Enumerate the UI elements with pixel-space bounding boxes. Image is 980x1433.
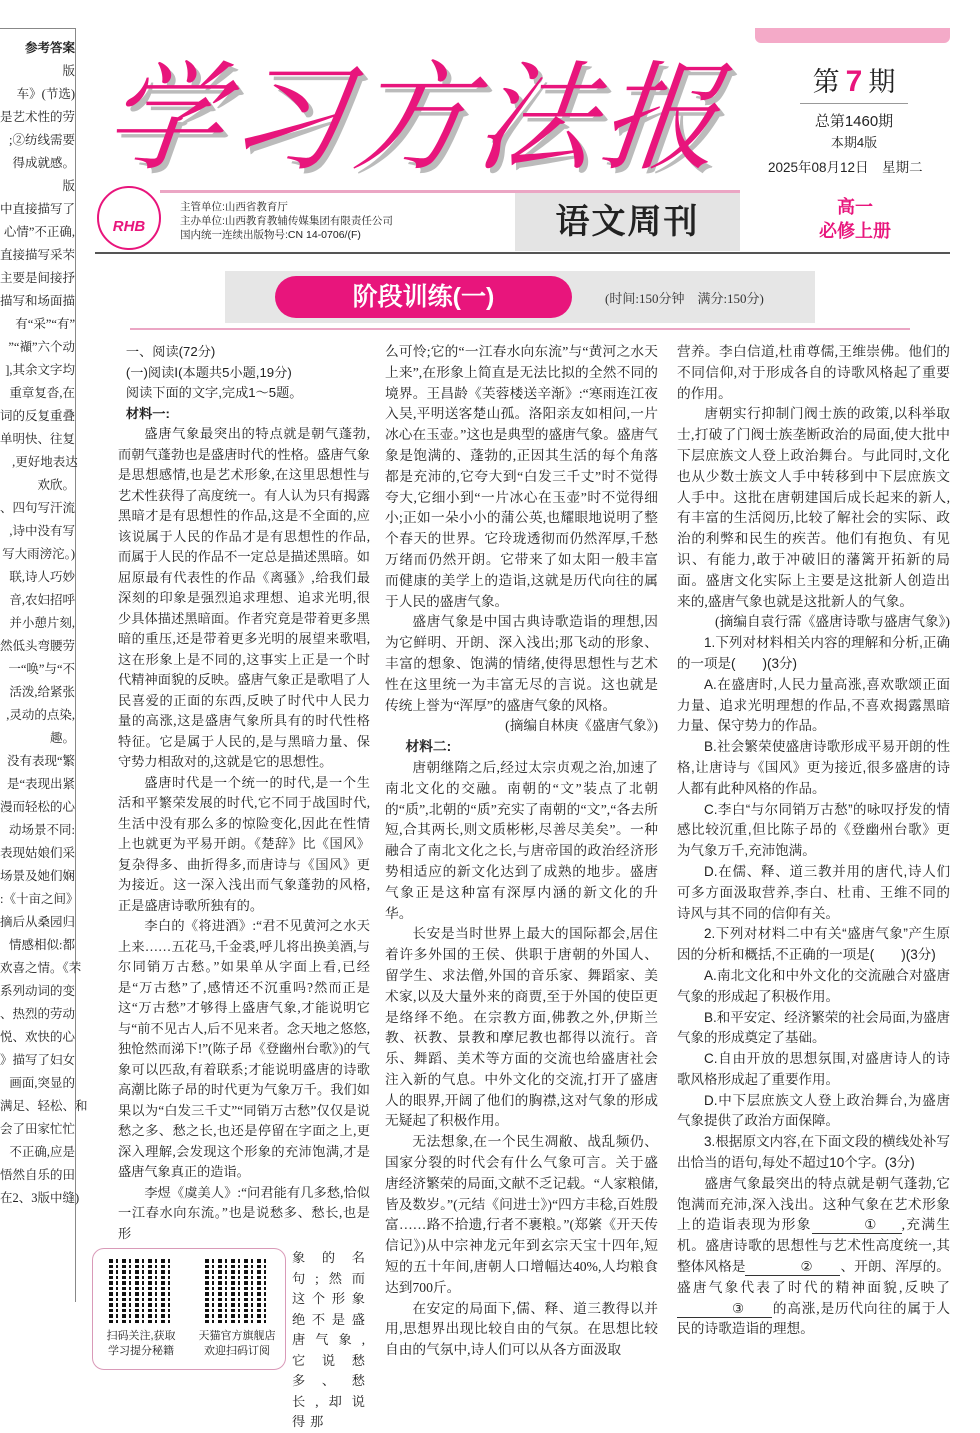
qr-code-icon[interactable] <box>205 1259 269 1323</box>
question-3-stem: 3.根据原文内容,在下面文段的横线处补写出恰当的语句,每处不超过10个字。(3分) <box>677 1134 950 1171</box>
sidebar-line: 会了田家忙忙 <box>0 1122 76 1136</box>
sidebar-line: 动场景不同: <box>9 823 75 837</box>
exam-time-info: (时间:150分钟 满分:150分) <box>605 291 764 306</box>
sidebar-line: 写大雨滂沱。) <box>2 547 75 561</box>
qr-row <box>92 1248 370 1433</box>
cn-number: 国内统一连续出版物号:CN 14-0706/(F) <box>180 229 361 241</box>
question-1-stem: 1.下列对材料相关内容的理解和分析,正确的一项是( )(3分) <box>677 635 950 671</box>
passage-text: 盛唐气象最突出的特点就是朝气蓬勃,它饱满而充沛,深入浅出。这种气象在艺术形象上的造诣表现为形象 <box>677 1175 950 1233</box>
sidebar-line: ”“襭”六个动 <box>8 340 75 354</box>
decorative-pink-bar <box>755 28 950 43</box>
sidebar-line: 摘后从桑园归 <box>0 915 76 929</box>
question-3-passage <box>677 1174 950 1340</box>
question-2-option-d: D.中下层庶族文人登上政治舞台,为盛唐气象提供了政治方面保障。 <box>677 1092 950 1129</box>
sidebar-line: 版 <box>62 179 75 193</box>
volume: 必修上册 <box>819 221 891 241</box>
sidebar-line: 一“唤”与“不 <box>8 662 75 676</box>
qr-caption: 天猫官方旗舰店 <box>198 1330 276 1342</box>
sidebar-line: ;②纺线需要 <box>9 133 75 147</box>
section-heading: 一、阅读(72分) <box>125 344 216 359</box>
sidebar-line: ,诗中没有写 <box>9 524 75 538</box>
sidebar-line: 是艺术性的劳 <box>0 110 76 124</box>
sidebar-line: 音,农妇招呼 <box>9 593 75 607</box>
total-issue: 总第1460期 <box>814 113 894 130</box>
paragraph: 唐朝实行抑制门阀士族的政策,以科举取士,打破了门阀士族垄断政治的局面,使大批中下层庶族文人登上政治舞台。与此同时,文化也从少数士族文人手中转移到中下层庶族文人手中。这批在唐朝建国后成长起来的新人,有丰富的生活阅历,比较了解社会的实际、政治的利弊和民生的疾苦。他们有抱负、有见识、有能力,敢于冲破旧的藩篱开拓新的局面。盛唐文化实际上主要是这批新人创造出来的,盛唐气象也就是这批新人的气象。 <box>677 406 950 609</box>
sidebar-line: 词的反复重叠 <box>0 409 76 423</box>
sidebar-line: 趣。 <box>49 731 75 745</box>
sidebar-line: 画面,突显的 <box>9 1076 75 1090</box>
sidebar-line: ,灵动的点染, <box>6 708 75 722</box>
qr-caption: 欢迎扫码订阅 <box>204 1345 270 1357</box>
sidebar-line: 欢欣。 <box>37 478 75 492</box>
paragraph: 盛唐气象最突出的特点就是朝气蓬勃,而朝气蓬勃也是盛唐时代的性格。盛唐气象是思想感情,也是艺术形象,在这里思想性与艺术性获得了高度统一。有人认为只有揭露黑暗才是有思想性的作品,这是不全面的,应该说属于人民的作品才是有思想性的作品,而属于人民的作品不一定总是描述黑暗。如屈原最有代表性的作品《离骚》,给我们最深刻的印象是强烈追求理想、追求光明,很少具体描述黑暗面。作者究竟是带着更多黑暗的重压,还是带着更多光明的展望来歌唱,这在形象上是不同的,这事实上正是一个时代精神面貌的反映。盛唐气象正是歌唱了人民喜爱的正面的东西,反映了时代中人民力量的高涨,这是盛唐气象所具有的时代性格特征。它是属于人民的,是与黑暗力量、保守势力相敌对的,这就是它的思想性。 <box>118 426 370 769</box>
sidebar-line: 在2、3版中缝) <box>0 1191 80 1205</box>
publisher-logo <box>97 186 161 250</box>
sidebar-line: 得成就感。 <box>12 156 75 170</box>
paragraph-continued: 象的名句;然而这个形象绝不是盛唐气象,它说愁多、愁长,却说得那 <box>292 1250 370 1429</box>
issue-number <box>800 60 908 104</box>
blank-3[interactable]: ③ <box>677 1300 772 1318</box>
qr-code-icon[interactable] <box>109 1259 173 1323</box>
sidebar-line: 、四句写汗流 <box>0 501 76 515</box>
sidebar-line: 没有表现“繁 <box>6 754 75 768</box>
subsection-heading: (一)阅读Ⅰ(本题共5小题,19分) <box>125 364 292 380</box>
sidebar-line: 满足、轻松、和 <box>0 1099 88 1113</box>
banner-divider <box>130 328 910 330</box>
material-1-label: 材料一: <box>125 405 170 421</box>
sidebar-line: 直接描写采芣 <box>0 248 76 262</box>
question-2-option-c: C.自由开放的思想氛围,对盛唐诗人的诗歌风格形成起了重要作用。 <box>677 1051 950 1087</box>
qr-caption: 扫码关注,获取 <box>106 1330 176 1342</box>
sidebar-line: 是“表现出紧 <box>6 777 75 791</box>
sidebar-line: 车》(节选) <box>16 87 75 101</box>
sidebar-line: 单明快、往复 <box>0 432 76 446</box>
sidebar-line: 有“采”“有” <box>15 317 75 331</box>
qr-caption: 学习提分秘籍 <box>108 1345 174 1357</box>
sidebar-line: 场景及她们娴 <box>0 869 76 883</box>
publisher-info <box>180 200 393 242</box>
sidebar-line: 欢喜之情。《芣 <box>0 961 82 975</box>
previous-answers-sidebar <box>0 28 88 1302</box>
sidebar-line: 然低头弯腰劳 <box>0 639 76 653</box>
column-1 <box>106 342 370 1433</box>
question-1-option-c: C.李白“与尔同销万古愁”的咏叹抒发的情感比较沉重,但比陈子昂的《登幽州台歌》更为气象万千,充沛饱满。 <box>677 801 950 859</box>
sidebar-line: 系列动词的变 <box>0 984 76 998</box>
sidebar-line: 情感相似:都 <box>9 938 75 952</box>
grade-label <box>800 195 910 243</box>
question-2-option-a: A.南北文化和中外文化的交流融合对盛唐气象的形成起了积极作用。 <box>677 967 950 1004</box>
sidebar-line: 参考答案 <box>24 41 75 55</box>
column-3 <box>677 342 950 1340</box>
issue-suffix: 期 <box>868 67 896 97</box>
sidebar-line: 活泼,给紧张 <box>9 685 75 699</box>
issue-number-value: 7 <box>845 65 863 98</box>
material-2-label: 材料二: <box>405 739 452 755</box>
header-rule <box>95 252 950 254</box>
paragraph: 在安定的局面下,儒、释、道三教得以并用,思想界出现比较自由的气氛。在思想比较自由的气氛中,诗人们可以从各方面汲取 <box>385 1300 658 1358</box>
page-count: 本期4版 <box>830 135 878 150</box>
blank-2[interactable]: ② <box>745 1258 840 1276</box>
qr-code-box <box>92 1248 286 1370</box>
question-2-stem: 2.下列对材料二中有关“盛唐气象”产生原因的分析和概括,不正确的一项是( )(3分) <box>677 926 950 963</box>
paragraph: 长安是当时世界上最大的国际都会,居住着许多外国的王侯、供职于唐朝的外国人、留学生、求法僧,外国的音乐家、舞蹈家、美术家,以及大量外来的商贾,至于外国的使臣更是络绎不绝。在宗教方面,佛教之外,伊斯兰教、祆教、景教和摩尼教也都得以流行。音乐、舞蹈、美术等方面的交流也给盛唐社会注入新的气息。中外文化的交流,打开了盛唐人的眼界,开阔了他们的胸襟,这对气象的形成无疑起了积极作用。 <box>385 926 658 1129</box>
sidebar-line: 重章复沓,在 <box>9 386 75 400</box>
sidebar-line: 心情”不正确, <box>3 225 75 239</box>
supervisor-text: 主管单位:山西省教育厅 <box>180 201 288 213</box>
sidebar-line: 、热烈的劳动 <box>0 1007 76 1021</box>
issue-prefix: 第 <box>812 67 840 97</box>
passage-text: 、开朗、浑厚的。盛唐气象代表了时代的精神面貌,反映了 <box>677 1259 950 1295</box>
paragraph: 李煜《虞美人》:“问君能有几多愁,恰似一江春水向东流。”也是说愁多、愁长,也是形 <box>118 1184 370 1241</box>
sidebar-line: 并小憩片刻, <box>9 616 75 630</box>
paragraph: 唐朝继隋之后,经过太宗贞观之治,加速了南北文化的交融。南朝的“文”装点了北朝的“质”,北朝的“质”充实了南朝的“文”,“各去所短,合其两长,则文质彬彬,尽善尽美矣”。一种融合了南北文化之长,与唐帝国的政治经济形势相适应的新文化达到了成熟的地步。盛唐气象正是这种富有深厚内涵的新文化的升华。 <box>385 759 658 921</box>
passage-text: ,充满生机。盛唐诗歌的思想性与艺术性高度统一,其整体风格是 <box>677 1217 950 1275</box>
publish-date: 2025年08月12日 星期二 <box>768 160 923 175</box>
sidebar-line: 》描写了妇女 <box>0 1053 76 1067</box>
blank-1[interactable]: ① <box>812 1216 902 1234</box>
source-citation: (摘编自林庚《盛唐气象》) <box>505 718 658 734</box>
sidebar-line: 主要是间接抒 <box>0 271 76 285</box>
sidebar-line: 悟然自乐的田 <box>0 1168 76 1182</box>
column-2 <box>385 342 658 1361</box>
paragraph: 李白的《将进酒》:“君不见黄河之水天上来……五花马,千金裘,呼儿将出换美酒,与尔同销万古愁。”如果单从字面上看,已经是“万古愁”了,感情还不沉重吗?然而正是这“万古愁”才够得上盛唐气象,才能说明它与“前不见古人,后不见来者。念天地之悠悠,独怆然而涕下!”(陈子昂《登幽州台歌》)的气象可以匹敌,有着联系;才能说明盛唐的诗歌高潮比陈子昂的时代更为气象万千。我们如果以为“白发三千丈”“同销万古愁”仅仅是说愁之多、愁之长,也还是停留在字面之上,更深入理解,会发现这个形象的充沛饱满,才是盛唐气象真正的造诣。 <box>118 918 370 1179</box>
newspaper-title: 学习方法报 <box>98 54 732 185</box>
sidebar-line: 中直接描写了 <box>0 202 76 216</box>
sidebar-line: :《十亩之间》 <box>0 892 79 906</box>
section-name: 语文周刊 <box>515 193 740 251</box>
sidebar-line: ﾠ,更好地表达 <box>0 455 78 469</box>
paragraph: 盛唐气象是中国古典诗歌造诣的理想,因为它鲜明、开朗、深入浅出;那飞动的形象、丰富的想象、饱满的情绪,使得思想性与艺术性在这里统一为丰富无尽的言说。这也就是传统上誉为“浑厚”的盛唐气象的风格。 <box>385 614 658 713</box>
logo-mark: RHB <box>112 218 146 235</box>
paragraph: 么可怜;它的“一江春水向东流”与“黄河之水天上来”,在形象上简直是无法比拟的全然不同的境界。王昌龄《芙蓉楼送辛渐》:“寒雨连江夜入吴,平明送客楚山孤。洛阳亲友如相问,一片冰心在玉壶。”这也是典型的盛唐气象。盛唐气象是饱满的、蓬勃的,正因其生活的每个角落都是充沛的,它夸大到“白发三千丈”时不觉得夸大,它细小到“一片冰心在玉壶”时不觉得细小;正如一朵小小的蒲公英,也耀眼地说明了整个春天的世界。它玲珑透彻而仍然浑厚,千愁万绪而仍然开朗。它带来了如太阳一般丰富而健康的美学上的造诣,这就是历代向往的属于人民的盛唐气象。 <box>385 344 658 609</box>
sidebar-line: ],其余文字均 <box>5 363 75 377</box>
grade: 高一 <box>837 197 873 217</box>
question-2-option-b: B.和平安定、经济繁荣的社会局面,为盛唐气象的形成奠定了基础。 <box>677 1009 951 1046</box>
question-1-option-b: B.社会繁荣使盛唐诗歌形成平易开朗的性格,让唐诗与《国风》更为接近,很多盛唐的诗人都有此种风格的作品。 <box>677 739 950 796</box>
sidebar-line: 悦、欢快的心 <box>0 1030 76 1044</box>
paragraph: 无法想象,在一个民生凋敝、战乱频仍、国家分裂的时代会有什么气象可言。关于盛唐经济繁荣的局面,文献不乏记载。“人家粮储,皆及数岁。”(元结《问进士》)“四方丰稔,百姓殷富……路不拾遗,行者不裹粮。”(郑綮《开天传信记》)从中宗神龙元年到玄宗天宝十四年,短短的五十年间,唐朝人口增幅达40%,人均粮食达到700斤。 <box>385 1134 658 1295</box>
sidebar-line: 版 <box>62 64 75 78</box>
question-1-option-d: D.在儒、释、道三教并用的唐代,诗人们可多方面汲取营养,李白、杜甫、王维不同的诗风与其不同的信仰有关。 <box>677 863 950 921</box>
sidebar-line: 漫而轻松的心 <box>0 800 76 814</box>
sidebar-line: 表现姑娘们采 <box>0 846 76 860</box>
sponsor-text: 主办单位:山西教育教辅传媒集团有限责任公司 <box>180 215 393 227</box>
passage-text: 的高涨,是历代向往的属于人民的诗歌造诣的理想。 <box>677 1300 950 1337</box>
source-citation: (摘编自袁行霈《盛唐诗歌与盛唐气象》) <box>715 614 950 630</box>
qr-follow[interactable] <box>96 1259 186 1369</box>
question-1-option-a: A.在盛唐时,人民力量高涨,喜欢歌颂正面力量、追求光明理想的作品,不喜欢揭露黑暗力量、保守势力的作品。 <box>677 676 950 734</box>
sidebar-line: 联,诗人巧妙 <box>9 570 75 584</box>
paragraph: 盛唐时代是一个统一的时代,是一个生活和平繁荣发展的时代,它不同于战国时代,生活中没有那么多的惊险变化,因此在性情上也就更为平易开朗。《楚辞》比《国风》复杂得多、曲折得多,而唐诗与《国风》更为接近。这一深入浅出而气象蓬勃的风格,正是盛唐诗歌所独有的。 <box>118 774 370 913</box>
qr-store[interactable] <box>192 1259 282 1369</box>
paragraph: 营养。李白信道,杜甫尊儒,王维崇佛。他们的不同信仰,对于形成各自的诗歌风格起了重要的作用。 <box>677 344 950 401</box>
banner-title: 阶段训练(一) <box>275 276 572 318</box>
instruction: 阅读下面的文字,完成1～5题。 <box>125 385 303 400</box>
sidebar-line: 描写和场面描 <box>0 294 76 308</box>
sidebar-line: 不正确,应是 <box>9 1145 75 1159</box>
